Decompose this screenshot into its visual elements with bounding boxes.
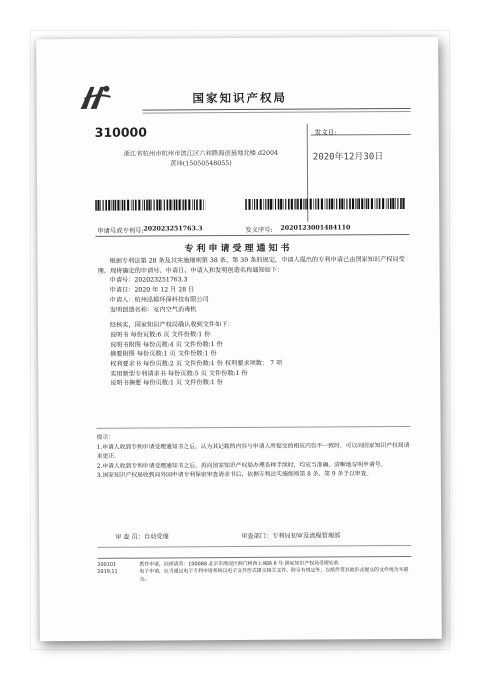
send-date-stamp: 2020年12月30日 bbox=[312, 152, 384, 163]
field-invention-title: 发明创造名称：室内空气消毒机 bbox=[109, 305, 197, 314]
hints-label: 提示： bbox=[96, 434, 115, 441]
footer-rule bbox=[97, 556, 411, 559]
hint-item: 1.申请人收到专利申请受理通知书之后，认为其记载的内容与申请人所提交的相应内容不一致时，可以向国家知识产权局请求更正。 bbox=[96, 442, 410, 461]
mailing-address bbox=[103, 149, 299, 170]
header-rule-thin bbox=[143, 111, 411, 114]
footer-note-electronic: 电子申请，应当通过电子专利申请系统以电子文件形式提交相关文件。除另有规定外，以纸件等其他形式提交的文件视为未提交。 bbox=[139, 567, 409, 583]
document-number: 2020123001484110 bbox=[280, 224, 351, 232]
footer-notes bbox=[139, 560, 411, 584]
notice-title: 专利申请受理通知书 bbox=[184, 243, 293, 255]
send-date-label: 发文日: bbox=[314, 128, 337, 137]
hint-item: 2.申请人收到专利申请受理通知书之后，再向国家知识产权局办理各种手续时，均应当准确、清晰地写明申请号。 bbox=[96, 461, 387, 470]
document-line: 说明书附图 每份页数:4 页 文件份数:1 份 bbox=[110, 340, 223, 349]
recipient-line: 黄玮(15050548055) bbox=[170, 160, 232, 168]
notice-intro: 根据专利法第 28 条及其实施细则第 38 条、第 39 条的规定，申请人提出的专利申请已由国家知识产权局受理。现将确定的申请号、申请日、申请人和发明创造名称通知如下： bbox=[97, 255, 405, 275]
field-application-number: 申请号：202023251763.3 bbox=[109, 276, 188, 285]
document-line: 说明书摘要 每份页数:1 页 文件份数:1 份 bbox=[110, 379, 224, 388]
application-number-label: 申请号或专利号: bbox=[97, 227, 144, 235]
hint-item: 3.国家知识产权局收到向外国申请专利保密审查请求书后，依据专利法实施细则第 8 条、第 9 条予以审查。 bbox=[96, 471, 373, 480]
examining-department: 审查部门：专利局初审及流程管理部 bbox=[241, 532, 341, 540]
barcode-right bbox=[245, 198, 405, 210]
signature-rule bbox=[97, 545, 411, 548]
hints-rule bbox=[97, 426, 411, 429]
document-line: 权利要求书 每份页数:2 页 文件份数:1 份 权利要求项数： 7 项 bbox=[110, 359, 283, 368]
field-filing-date: 申请日：2020 年 12 月 28 日 bbox=[109, 286, 195, 294]
notice-body bbox=[97, 255, 410, 389]
barcode-left bbox=[95, 199, 205, 211]
form-codes bbox=[97, 562, 117, 577]
document-line: 说明书 每份页数:6 页 文件份数:1 份 bbox=[109, 331, 211, 339]
documents-intro: 经核实，国家知识产权局确认收到文件如下： bbox=[109, 321, 234, 330]
application-number: 202023251763.3 bbox=[143, 225, 203, 233]
address-line: 浙江省杭州市杭州市滨江区六和路海创基地北楼 d2004 bbox=[123, 149, 279, 158]
hints-section bbox=[97, 432, 411, 482]
acceptance-notice-document bbox=[36, 37, 442, 641]
form-code: 200101 bbox=[97, 561, 117, 568]
document-number-label: 发文序号: bbox=[245, 226, 273, 234]
form-version: 2019.11 bbox=[97, 569, 118, 576]
document-line: 实用新型专利请求书 每份页数:5 页 文件份数:1 份 bbox=[110, 369, 248, 378]
footer-note-paper: 纸件申请，回函请寄：100088 北京市海淀区蓟门桥西土城路 6 号 国家知识产权局受理处收 bbox=[139, 560, 339, 568]
document-line: 摘要附图 每份页数:1 页 文件份数:1 份 bbox=[110, 350, 217, 359]
cnipa-logo bbox=[76, 79, 116, 115]
field-applicant: 申请人：杭州泓模环保科技有限公司 bbox=[109, 295, 209, 304]
postcode: 310000 bbox=[94, 124, 147, 140]
examiner: 审 查 员：自动受理 bbox=[115, 533, 169, 541]
office-name: 国家知识产权局 bbox=[192, 90, 288, 106]
